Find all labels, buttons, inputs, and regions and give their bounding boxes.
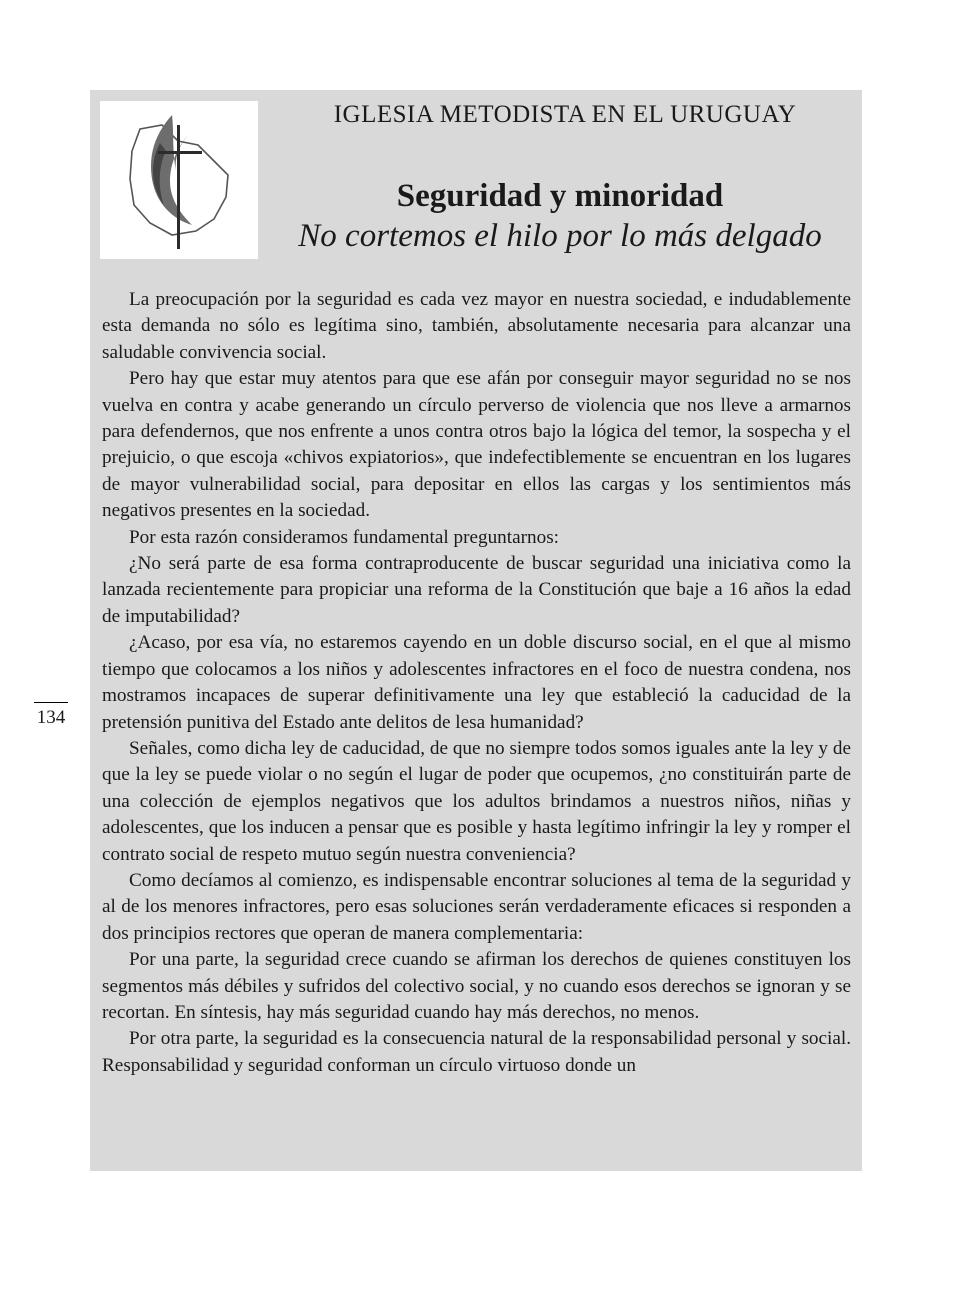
article-subtitle: No cortemos el hilo por lo más delgado [298, 218, 822, 254]
paragraph: ¿No será parte de esa forma contraproducente de buscar seguridad una iniciativa como la lanzada recientemente para propiciar una reforma de la Constitución que baje a 16 años la edad de imputabilidad? [102, 553, 851, 627]
paragraph: Señales, como dicha ley de caducidad, de que no siempre todos somos iguales ante la ley y de que la ley se puede violar o no según el lugar de poder que ocupemos, ¿no constituirán parte de una colección de ejemplos negativos que los adultos brindamos a nuestros niños, niñas y adolescentes, que los inducen a pensar que es posible y hasta legítimo infringir la ley y romper el contrato social de respeto mutuo según nuestra conveniencia? [102, 737, 851, 865]
paragraph: La preocupación por la seguridad es cada vez mayor en nuestra sociedad, e indudablemente esta demanda no sólo es legítima sino, también, absolutamente necesaria para alcanzar una saludable convivencia social. [102, 289, 851, 363]
logo [100, 101, 258, 259]
page-number: 134 [34, 702, 68, 729]
article-body [102, 287, 851, 1079]
paragraph: Como decíamos al comienzo, es indispensable encontrar soluciones al tema de la seguridad y al de los menores infractores, pero esas soluciones serán verdaderamente eficaces si responden a dos principios rectores que operan de manera complementaria: [102, 869, 851, 944]
paragraph: Por otra parte, la seguridad es la consecuencia natural de la responsabilidad personal y social. Responsabilidad y seguridad conforman un círculo virtuoso donde un [102, 1028, 851, 1076]
paragraph: Por esta razón consideramos fundamental preguntarnos: [129, 526, 559, 548]
article-title: Seguridad y minoridad [396, 178, 724, 214]
paragraph: ¿Acaso, por esa vía, no estaremos cayendo en un doble discurso social, en el que al mismo tiempo que colocamos a los niños y adolescentes infractores en el foco de nuestra condena, nos mostramos incapaces de superar definitivamente una ley que estableció la caducidad de la pretensión punitiva del Estado ante delitos de lesa humanidad? [102, 632, 851, 733]
article-panel [90, 90, 862, 1171]
cross-and-flame-icon [100, 101, 258, 259]
paragraph: Por una parte, la seguridad crece cuando se afirman los derechos de quienes constituyen los segmentos más débiles y sufridos del colectivo social, y no cuando esos derechos se ignoran y se recortan. En síntesis, hay más seguridad cuando hay más derechos, no menos. [102, 949, 851, 1023]
organization-name: IGLESIA METODISTA EN EL URUGUAY [333, 101, 797, 128]
paragraph: Pero hay que estar muy atentos para que ese afán por conseguir mayor seguridad no se nos vuelva en contra y acabe generando un círculo perverso de violencia que nos lleve a armarnos para defendernos, que nos enfrente a unos contra otros bajo la lógica del temor, la sospecha y el prejuicio, o que escoja «chivos expiatorios», que indefectiblemente se encuentran en los lugares de mayor vulnerabilidad social, para depositar en ellos las cargas y los sentimientos más negativos presentes en la sociedad. [102, 368, 851, 522]
